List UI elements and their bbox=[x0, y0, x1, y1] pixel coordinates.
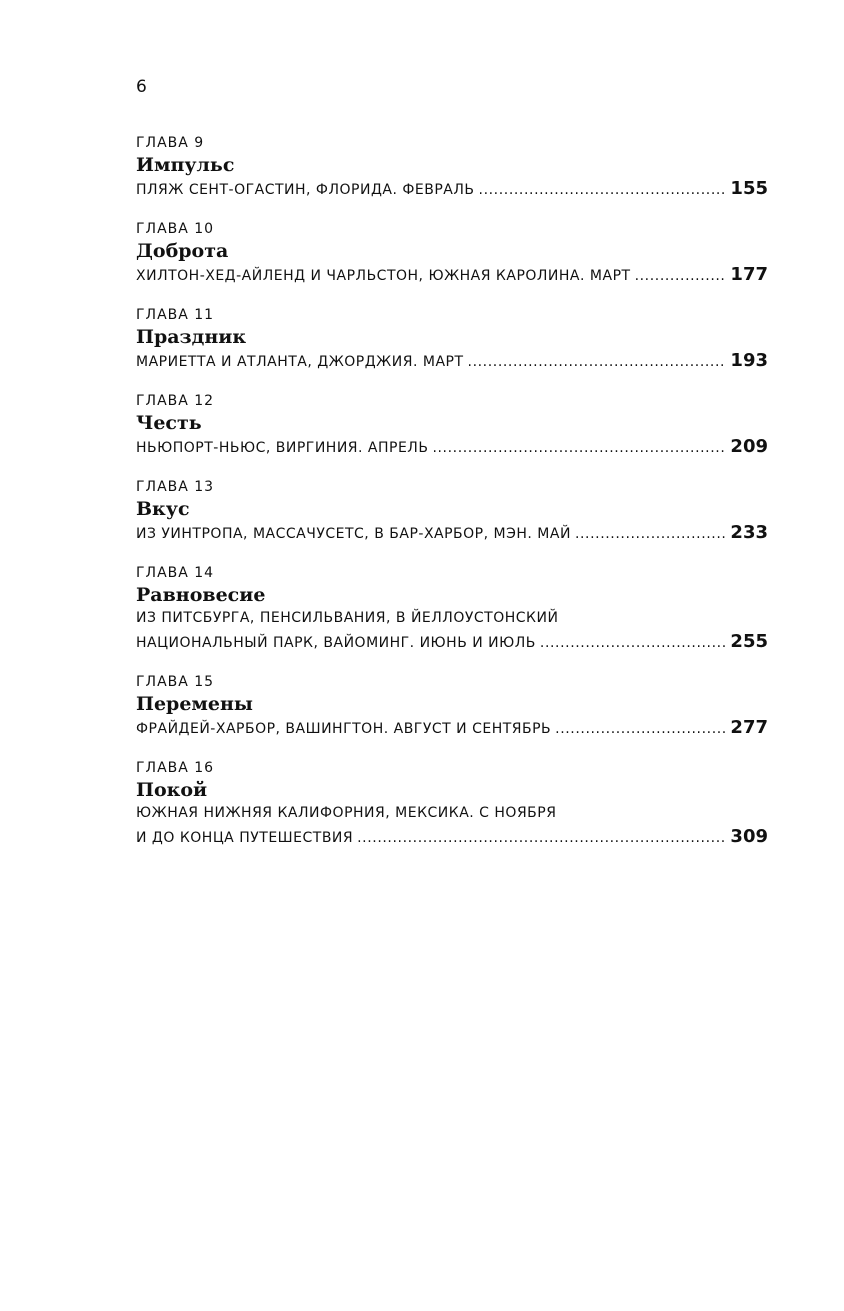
toc-entry-chapter-12 bbox=[136, 391, 768, 458]
chapter-title: Покой bbox=[136, 779, 208, 801]
chapter-page-number: 255 bbox=[730, 631, 768, 652]
toc-entry-chapter-13 bbox=[136, 477, 768, 544]
chapter-place: ИЗ УИНТРОПА, МАССАЧУСЕТС, В БАР-ХАРБОР, МЭН. МАЙ bbox=[136, 526, 571, 542]
chapter-place: ХИЛТОН-ХЕД-АЙЛЕНД И ЧАРЛЬСТОН, ЮЖНАЯ КАРОЛИНА. МАРТ bbox=[136, 268, 631, 284]
chapter-title: Равновесие bbox=[136, 584, 266, 606]
toc-line bbox=[136, 349, 768, 372]
chapter-title: Честь bbox=[136, 412, 202, 434]
chapter-page-number: 277 bbox=[730, 717, 768, 738]
chapter-page-number: 193 bbox=[730, 350, 768, 371]
toc-line bbox=[136, 263, 768, 286]
toc-line bbox=[136, 716, 768, 739]
toc-line bbox=[136, 825, 768, 848]
chapter-label: ГЛАВА 10 bbox=[136, 221, 215, 237]
chapter-label: ГЛАВА 14 bbox=[136, 565, 215, 581]
toc-entry-chapter-9 bbox=[136, 133, 768, 200]
toc-entry-chapter-11 bbox=[136, 305, 768, 372]
chapter-place: НЬЮПОРТ-НЬЮС, ВИРГИНИЯ. АПРЕЛЬ bbox=[136, 440, 429, 456]
toc-entry-chapter-15 bbox=[136, 672, 768, 739]
chapter-page-number: 209 bbox=[730, 436, 768, 457]
dot-leader bbox=[635, 265, 727, 288]
dot-leader bbox=[468, 351, 727, 374]
toc-line bbox=[136, 630, 768, 653]
chapter-place: МАРИЕТТА И АТЛАНТА, ДЖОРДЖИЯ. МАРТ bbox=[136, 354, 464, 370]
dot-leader bbox=[432, 437, 726, 460]
chapter-title: Праздник bbox=[136, 326, 247, 348]
toc-line bbox=[136, 177, 768, 200]
chapter-page-number: 233 bbox=[730, 522, 768, 543]
chapter-place: ПЛЯЖ СЕНТ-ОГАСТИН, ФЛОРИДА. ФЕВРАЛЬ bbox=[136, 182, 475, 198]
chapter-page-number: 177 bbox=[730, 264, 768, 285]
chapter-page-number: 155 bbox=[730, 178, 768, 199]
dot-leader bbox=[575, 523, 726, 546]
dot-leader bbox=[479, 179, 727, 202]
chapter-label: ГЛАВА 16 bbox=[136, 760, 215, 776]
dot-leader bbox=[540, 632, 727, 655]
chapter-label: ГЛАВА 9 bbox=[136, 135, 205, 151]
chapter-label: ГЛАВА 11 bbox=[136, 307, 215, 323]
dot-leader bbox=[555, 718, 726, 741]
chapter-place: И ДО КОНЦА ПУТЕШЕСТВИЯ bbox=[136, 830, 354, 846]
toc-line bbox=[136, 521, 768, 544]
toc-entry-chapter-16 bbox=[136, 758, 768, 848]
chapter-page-number: 309 bbox=[730, 826, 768, 847]
chapter-label: ГЛАВА 12 bbox=[136, 393, 215, 409]
chapter-place-line: ИЗ ПИТСБУРГА, ПЕНСИЛЬВАНИЯ, В ЙЕЛЛОУСТОНСКИЙ bbox=[136, 610, 559, 626]
chapter-title: Перемены bbox=[136, 693, 253, 715]
chapter-title: Импульс bbox=[136, 154, 235, 176]
toc-entry-chapter-10 bbox=[136, 219, 768, 286]
chapter-place: ФРАЙДЕЙ-ХАРБОР, ВАШИНГТОН. АВГУСТ И СЕНТЯБРЬ bbox=[136, 721, 552, 737]
page-number: 6 bbox=[136, 77, 147, 97]
dot-leader bbox=[357, 827, 726, 850]
chapter-place: НАЦИОНАЛЬНЫЙ ПАРК, ВАЙОМИНГ. ИЮНЬ И ИЮЛЬ bbox=[136, 635, 536, 651]
chapter-title: Вкус bbox=[136, 498, 190, 520]
toc-entry-chapter-14 bbox=[136, 563, 768, 653]
chapter-title: Доброта bbox=[136, 240, 229, 262]
chapter-place-line: ЮЖНАЯ НИЖНЯЯ КАЛИФОРНИЯ, МЕКСИКА. С НОЯБРЯ bbox=[136, 805, 557, 821]
toc-line bbox=[136, 435, 768, 458]
chapter-label: ГЛАВА 15 bbox=[136, 674, 215, 690]
chapter-label: ГЛАВА 13 bbox=[136, 479, 215, 495]
table-of-contents bbox=[136, 133, 768, 867]
